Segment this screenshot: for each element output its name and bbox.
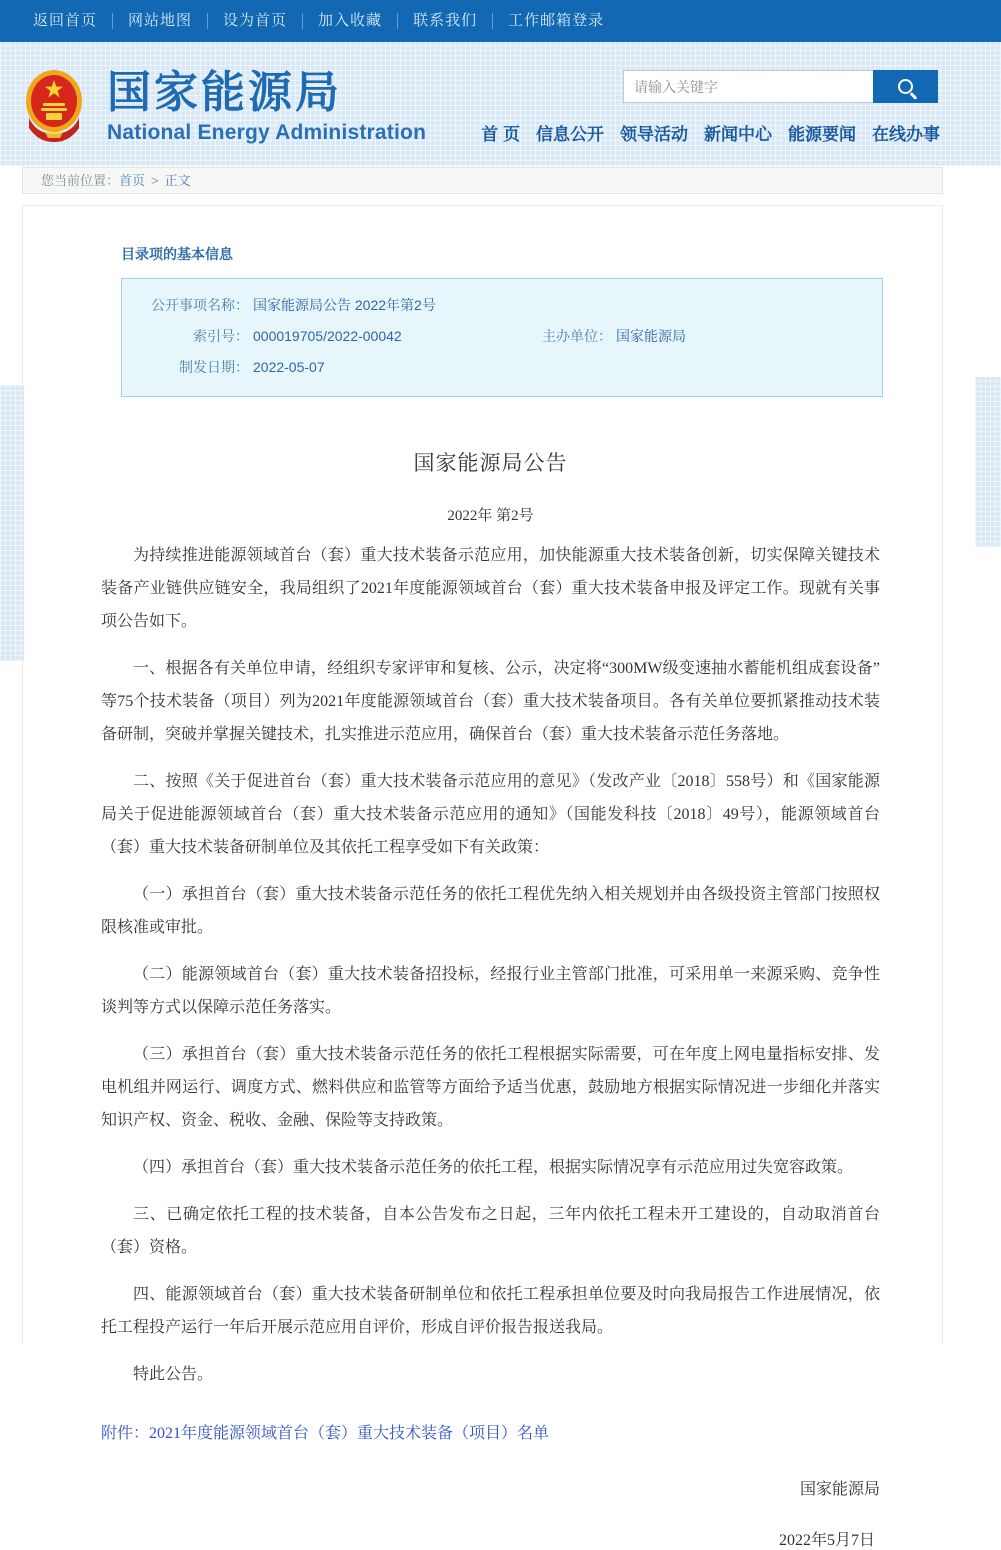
meta-index-value: 000019705/2022-00042 [253, 328, 402, 344]
nav-item-news-center[interactable]: 新闻中心 [704, 125, 772, 144]
article-doc-number: 2022年 第2号 [447, 508, 534, 524]
main-nav [465, 120, 940, 145]
meta-row-date [122, 352, 882, 383]
link-back-home[interactable]: 返回首页 [33, 12, 98, 29]
attachment-label: 附件： [101, 1425, 150, 1442]
nav-item-home[interactable]: 首 页 [481, 125, 520, 144]
site-title-en: National Energy Administration [107, 121, 427, 145]
nav-item-info-disclosure[interactable]: 信息公开 [536, 125, 604, 144]
signature-org: 国家能源局 [799, 1481, 880, 1498]
announcement-article [101, 447, 880, 1550]
meta-panel-heading: 目录项的基本信息 [121, 246, 233, 262]
link-add-favorite[interactable]: 加入收藏 [302, 13, 397, 29]
article-paragraph: （二）能源领域首台（套）重大技术装备招投标，经报行业主管部门批准，可采用单一来源采购、竞争性谈判等方式以保障示范任务落实。 [101, 966, 880, 1016]
breadcrumb-separator: > [151, 173, 159, 188]
article-paragraph: （一）承担首台（套）重大技术装备示范任务的依托工程优先纳入相关规划并由各级投资主管部门按照权限核准或审批。 [101, 886, 880, 936]
meta-row-index-org [122, 321, 882, 352]
meta-row-name [122, 290, 882, 321]
article-paragraph: 为持续推进能源领域首台（套）重大技术装备示范应用，加快能源重大技术装备创新，切实保障关键技术装备产业链供应链安全，我局组织了2021年度能源领域首台（套）重大技术装备申报及评定工作。现就有关事项公告如下。 [101, 547, 880, 630]
breadcrumb-home-link[interactable]: 首页 [119, 173, 146, 188]
article-paragraph: （三）承担首台（套）重大技术装备示范任务的依托工程根据实际需要，可在年度上网电量指标安排、发电机组并网运行、调度方式、燃料供应和监管等方面给予适当优惠，鼓励地方根据实际情况进一步细化并落实知识产权、资金、税收、金融、保险等支持政策。 [101, 1046, 880, 1129]
site-title-zh: 国家能源局 [107, 68, 342, 117]
link-sitemap[interactable]: 网站地图 [112, 13, 207, 29]
link-mail-login[interactable]: 工作邮箱登录 [492, 13, 619, 29]
article-paragraph: 一、根据各有关单位申请，经组织专家评审和复核、公示，决定将“300MW级变速抽水蓄能机组成套设备”等75个技术装备（项目）列为2021年度能源领域首台（套）重大技术装备项目。各有关单位要抓紧推动技术装备研制，突破并掌握关键技术，扎实推进示范应用，确保首台（套）重大技术装备示范任务落地。 [101, 660, 880, 743]
search-icon [898, 79, 913, 94]
signature-date: 2022年5月7日 [778, 1532, 875, 1549]
meta-date-value: 2022-05-07 [253, 359, 325, 375]
site-brand [25, 68, 426, 145]
meta-date-label: 制发日期： [179, 359, 249, 375]
article-title: 国家能源局公告 [413, 451, 568, 475]
meta-name-value: 国家能源局公告 2022年第2号 [253, 297, 436, 313]
search-input[interactable] [623, 70, 873, 103]
right-background-pattern [975, 377, 1001, 547]
article-paragraph: 特此公告。 [133, 1366, 214, 1383]
search-button[interactable] [873, 70, 938, 103]
national-emblem-logo [25, 68, 83, 144]
breadcrumb-current-link[interactable]: 正文 [164, 173, 191, 188]
link-set-homepage[interactable]: 设为首页 [207, 13, 302, 29]
breadcrumb [22, 167, 943, 194]
brand-text [107, 68, 426, 145]
site-search [623, 70, 938, 103]
utility-links [18, 13, 619, 29]
attachment-line [101, 1417, 880, 1450]
top-utility-bar [0, 0, 1001, 42]
article-paragraph: （四）承担首台（套）重大技术装备示范任务的依托工程，根据实际情况享有示范应用过失宽容政策。 [133, 1159, 854, 1176]
meta-org-label: 主办单位： [542, 328, 612, 344]
attachment-link[interactable]: 2021年度能源领域首台（套）重大技术装备（项目）名单 [149, 1425, 550, 1442]
nav-item-online-services[interactable]: 在线办事 [872, 125, 940, 144]
meta-index-label: 索引号： [193, 328, 249, 344]
meta-org-value: 国家能源局 [616, 328, 686, 344]
article-paragraph: 四、能源领域首台（套）重大技术装备研制单位和依托工程承担单位要及时向我局报告工作进展情况，依托工程投产运行一年后开展示范应用自评价，形成自评价报告报送我局。 [101, 1286, 880, 1336]
meta-name-label: 公开事项名称： [151, 297, 249, 313]
breadcrumb-label: 您当前位置： [41, 173, 120, 188]
nav-item-leader-activities[interactable]: 领导活动 [620, 125, 688, 144]
article-paragraph: 二、按照《关于促进首台（套）重大技术装备示范应用的意见》（发改产业〔2018〕558号）和《国家能源局关于促进能源领域首台（套）重大技术装备示范应用的通知》（国能发科技〔2018〕49号），能源领域首台（套）重大技术装备研制单位及其依托工程享受如下有关政策： [101, 773, 880, 856]
content-card [22, 205, 943, 1549]
nav-item-energy-news[interactable]: 能源要闻 [788, 125, 856, 144]
article-body [101, 539, 880, 1550]
article-paragraph: 三、已确定依托工程的技术装备，自本公告发布之日起，三年内依托工程未开工建设的，自动取消首台（套）资格。 [101, 1206, 880, 1256]
meta-panel [121, 278, 883, 397]
link-contact-us[interactable]: 联系我们 [397, 13, 492, 29]
left-background-pattern [0, 385, 24, 661]
site-header [0, 42, 1001, 166]
